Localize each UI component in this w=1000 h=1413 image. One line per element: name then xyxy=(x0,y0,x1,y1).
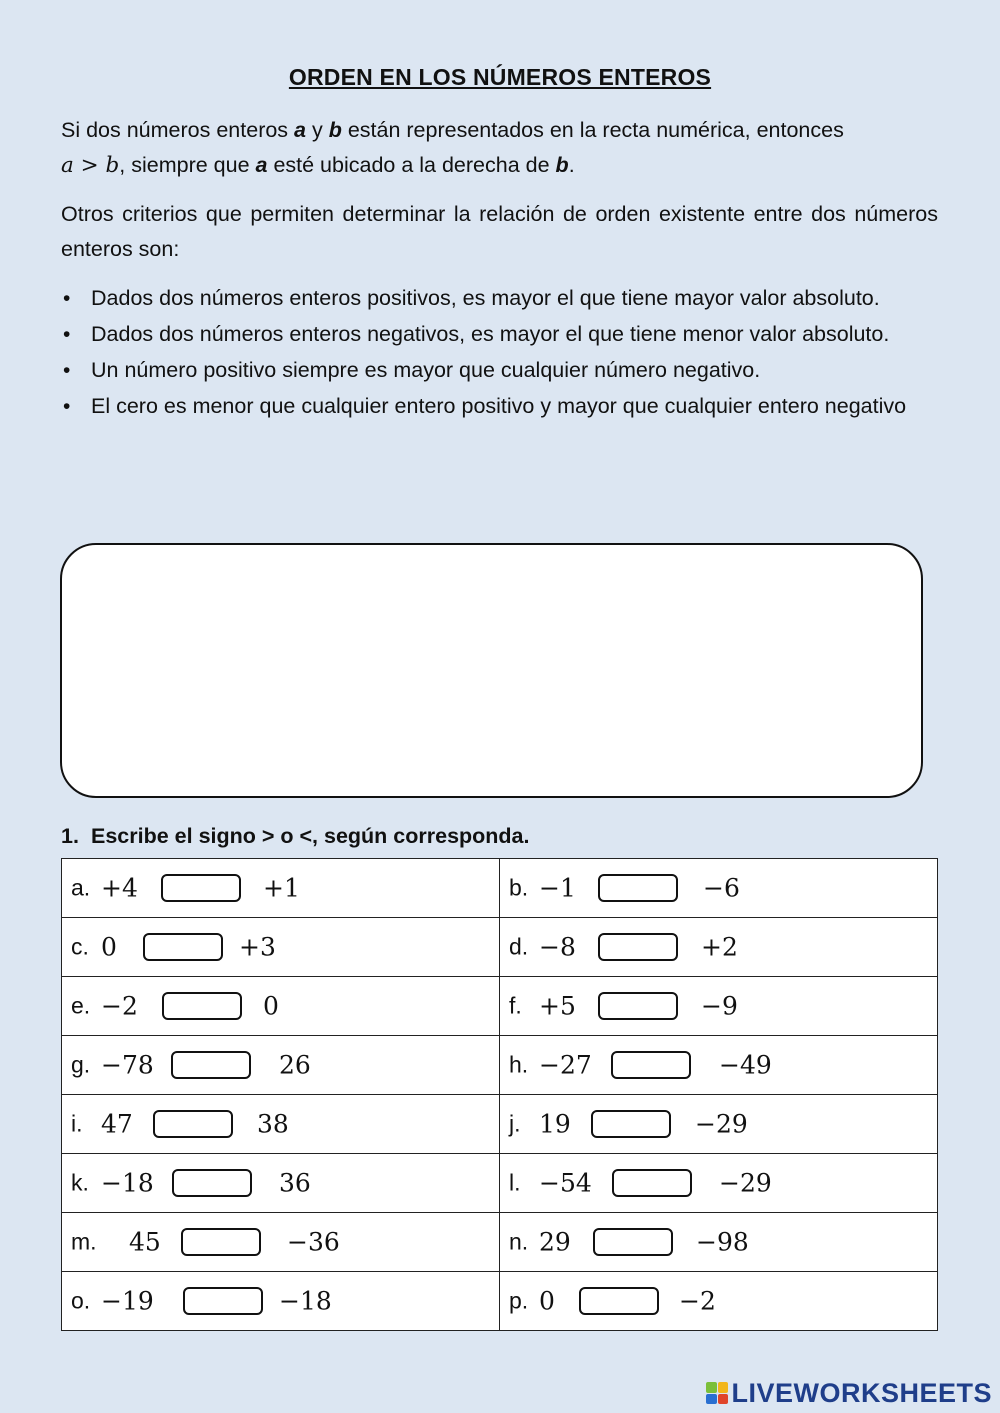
left-number: 0 xyxy=(101,932,117,962)
table-row xyxy=(62,1095,938,1154)
exercise-cell xyxy=(62,1213,500,1272)
item-label: o. xyxy=(71,1287,91,1314)
exercise-heading xyxy=(61,824,530,849)
right-number: +3 xyxy=(239,932,276,962)
criteria-text: Dados dos números enteros positivos, es mayor el que tiene mayor valor absoluto. xyxy=(91,286,880,310)
left-number: −54 xyxy=(539,1168,592,1198)
right-number: +2 xyxy=(701,932,738,962)
criteria-intro: Otros criterios que permiten determinar la relación de orden existente entre dos números enteros son: xyxy=(61,202,938,261)
intro-text: , siempre que xyxy=(119,153,256,177)
right-number: 36 xyxy=(279,1168,311,1198)
exercise-cell xyxy=(500,918,938,977)
item-label: f. xyxy=(509,992,522,1019)
table-row xyxy=(62,1272,938,1331)
sign-input[interactable] xyxy=(598,874,678,902)
left-number: 0 xyxy=(539,1286,555,1316)
exercise-cell xyxy=(62,1272,500,1331)
exercise-table xyxy=(61,858,938,1331)
left-number: 47 xyxy=(101,1109,133,1139)
sign-input[interactable] xyxy=(183,1287,263,1315)
left-number: −78 xyxy=(101,1050,154,1080)
page-title: ORDEN EN LOS NÚMEROS ENTEROS xyxy=(288,64,712,90)
left-number: +5 xyxy=(539,991,576,1021)
bullet-icon: • xyxy=(63,323,71,346)
exercise-cell xyxy=(62,918,500,977)
left-number: −8 xyxy=(539,932,576,962)
criteria-item xyxy=(61,281,938,316)
exercise-cell xyxy=(500,977,938,1036)
intro-text: están representados en la recta numérica, entonces xyxy=(341,118,844,142)
item-label: h. xyxy=(509,1051,529,1078)
criteria-list xyxy=(61,281,938,425)
item-label: g. xyxy=(71,1051,91,1078)
sign-input[interactable] xyxy=(612,1169,692,1197)
right-number: −29 xyxy=(719,1168,772,1198)
exercise-cell xyxy=(62,1095,500,1154)
criteria-text: Un número positivo siempre es mayor que cualquier número negativo. xyxy=(91,358,761,382)
table-row xyxy=(62,859,938,918)
item-label: n. xyxy=(509,1228,529,1255)
right-number: 26 xyxy=(279,1050,311,1080)
bullet-icon: • xyxy=(63,359,71,382)
right-number: −49 xyxy=(719,1050,772,1080)
sign-input[interactable] xyxy=(161,874,241,902)
left-number: −19 xyxy=(101,1286,154,1316)
sign-input[interactable] xyxy=(579,1287,659,1315)
intro-paragraph xyxy=(61,113,938,183)
left-number: −27 xyxy=(539,1050,592,1080)
left-number: 45 xyxy=(129,1227,161,1257)
exercise-cell xyxy=(500,1213,938,1272)
item-label: b. xyxy=(509,874,529,901)
table-row xyxy=(62,1036,938,1095)
item-label: e. xyxy=(71,992,91,1019)
item-label: m. xyxy=(71,1228,97,1255)
sign-input[interactable] xyxy=(162,992,242,1020)
right-number: +1 xyxy=(263,873,300,903)
right-number: 38 xyxy=(257,1109,289,1139)
table-row xyxy=(62,1213,938,1272)
var-b: b xyxy=(555,153,569,177)
exercise-cell xyxy=(500,1095,938,1154)
exercise-cell xyxy=(500,1154,938,1213)
exercise-cell xyxy=(62,1154,500,1213)
exercise-cell xyxy=(62,859,500,918)
exercise-cell xyxy=(62,977,500,1036)
bullet-icon: • xyxy=(63,395,71,418)
item-label: i. xyxy=(71,1110,83,1137)
item-label: a. xyxy=(71,874,91,901)
criteria-text: El cero es menor que cualquier entero positivo y mayor que cualquier entero negativo xyxy=(91,394,907,418)
intro-text: . xyxy=(568,153,575,177)
right-number: −2 xyxy=(679,1286,716,1316)
bullet-icon: • xyxy=(63,287,71,310)
sign-input[interactable] xyxy=(598,933,678,961)
exercise-instruction: Escribe el signo > o <, según corresponda. xyxy=(91,824,530,848)
table-row xyxy=(62,1154,938,1213)
exercise-number: 1. xyxy=(61,824,79,848)
item-label: c. xyxy=(71,933,89,960)
table-row xyxy=(62,918,938,977)
intro-text: y xyxy=(306,118,329,142)
item-label: k. xyxy=(71,1169,89,1196)
logo-wordmark: LIVEWORKSHEETS xyxy=(731,1377,992,1408)
var-a: a xyxy=(294,118,307,142)
sign-input[interactable] xyxy=(591,1110,671,1138)
liveworksheets-logo xyxy=(706,1379,992,1407)
item-label: l. xyxy=(509,1169,521,1196)
criteria-item xyxy=(61,389,938,424)
item-label: p. xyxy=(509,1287,529,1314)
right-number: −9 xyxy=(701,991,738,1021)
item-label: d. xyxy=(509,933,529,960)
sign-input[interactable] xyxy=(593,1228,673,1256)
sign-input[interactable] xyxy=(598,992,678,1020)
right-number: −36 xyxy=(287,1227,340,1257)
var-b: b xyxy=(328,118,342,142)
sign-input[interactable] xyxy=(143,933,223,961)
exercise-cell xyxy=(500,1036,938,1095)
left-number: −18 xyxy=(101,1168,154,1198)
exercise-cell xyxy=(62,1036,500,1095)
left-number: +4 xyxy=(101,873,138,903)
intro-text: esté ubicado a la derecha de xyxy=(267,153,556,177)
sign-input[interactable] xyxy=(172,1169,252,1197)
right-number: −98 xyxy=(696,1227,749,1257)
intro-text: Si dos números enteros xyxy=(61,118,295,142)
var-a: a xyxy=(255,153,268,177)
item-label: j. xyxy=(509,1110,521,1137)
left-number: 19 xyxy=(539,1109,571,1139)
sign-input[interactable] xyxy=(611,1051,691,1079)
criteria-item xyxy=(61,317,938,352)
right-number: −18 xyxy=(279,1286,332,1316)
right-number: −29 xyxy=(695,1109,748,1139)
left-number: −2 xyxy=(101,991,138,1021)
right-number: −6 xyxy=(703,873,740,903)
criteria-item xyxy=(61,353,938,388)
left-number: −1 xyxy=(539,873,576,903)
right-number: 0 xyxy=(263,991,279,1021)
table-row xyxy=(62,977,938,1036)
sign-input[interactable] xyxy=(153,1110,233,1138)
criteria-text: Dados dos números enteros negativos, es mayor el que tiene menor valor absoluto. xyxy=(91,322,890,346)
exercise-cell xyxy=(500,859,938,918)
sign-input[interactable] xyxy=(171,1051,251,1079)
sign-input[interactable] xyxy=(181,1228,261,1256)
math-expression: a > b xyxy=(61,153,120,178)
answer-box[interactable] xyxy=(60,543,923,798)
left-number: 29 xyxy=(539,1227,571,1257)
exercise-cell xyxy=(500,1272,938,1331)
logo-mark-icon xyxy=(706,1382,728,1404)
